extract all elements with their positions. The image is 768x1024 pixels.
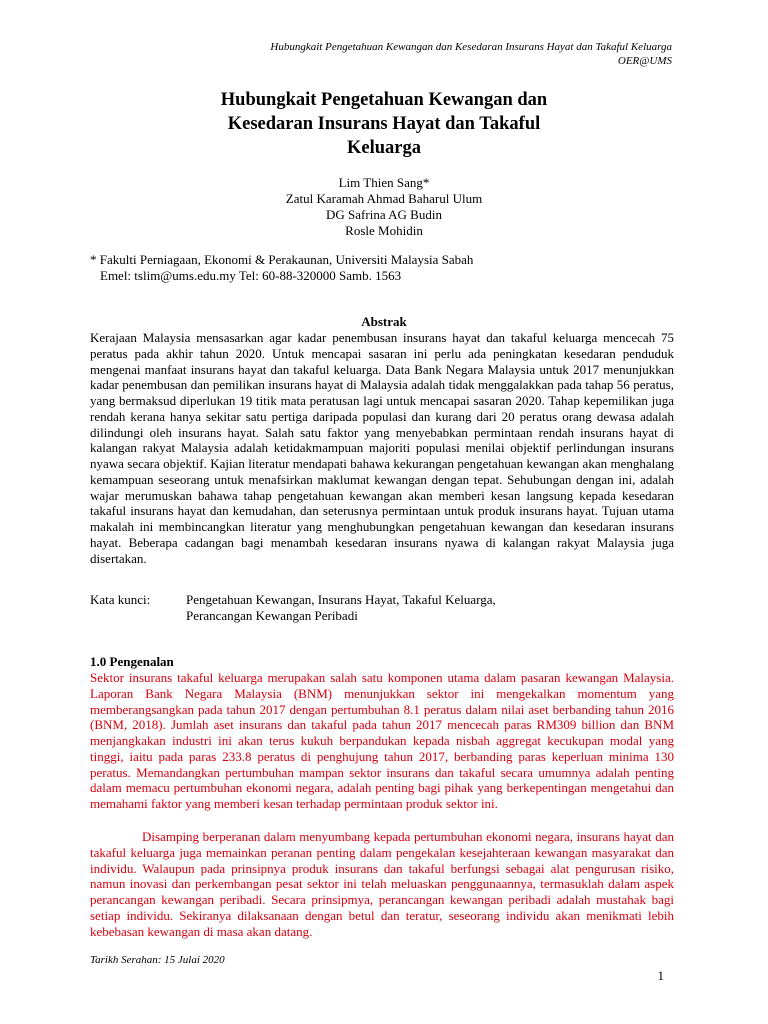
body-paragraph: Sektor insurans takaful keluarga merupakan salah satu komponen utama dalam pasaran kewangan Malaysia. Laporan Bank Negara Malaysia (BNM) menunjukkan sektor ini mengekalkan momentum yang memberangsangkan pada tahun 2017 dengan pertumbuhan 8.1 peratus dalam nilai aset berbanding tahun 2016 (BNM, 2018). Jumlah aset insurans dan takaful pada tahun 2017 mencecah paras RM309 billion dan BNM menjangkakan industri ini akan terus kukuh berpandukan kepada nisbah aggregat kecukupan modal yang tinggi, iaitu pada paras 233.8 peratus di penghujung tahun 2017, berbanding paras keperluan minima 130 peratus. Memandangkan pertumbuhan mampan sektor insurans dan takaful secara umumnya adalah penting dalam memacu pertumbuhan ekonomi negara, adalah penting bagi pihak yang berkepentingan mengetahui dan memahami faktor yang memberi kesan terhadap permintaan produk sektor ini. <box>90 670 674 811</box>
keywords-text <box>186 592 666 624</box>
keywords-label: Kata kunci: <box>90 592 151 607</box>
author-list <box>96 175 672 239</box>
affiliation-contact: Emel: tslim@ums.edu.my Tel: 60-88-320000 Samb. 1563 <box>100 268 402 283</box>
keywords-line: Perancangan Kewangan Peribadi <box>186 608 358 623</box>
running-header <box>270 40 672 68</box>
paper-title <box>96 88 672 160</box>
abstract-body: Kerajaan Malaysia mensasarkan agar kadar penembusan insurans hayat dan takaful keluarga mencecah 75 peratus pada akhir tahun 2020. Untuk mencapai sasaran ini perlu ada peningkatan kesedaran penduduk mengenai manfaat insurans hayat dan takaful keluarga. Data Bank Negara Malaysia untuk 2017 menunjukkan kadar penembusan dan pemilikan insurans hayat di Malaysia adalah tidak menggalakkan pada tahap 56 peratus, yang bermaksud diperlukan 19 titik mata peratusan lagi untuk mencapai sasaran 2020. Tahap kepemilikan juga rendah kerana hanya sekitar satu pertiga daripada populasi dan kurang dari 20 peratus orang dewasa adalah dilindungi oleh insurans hayat. Salah satu faktor yang menyebabkan permintaan rendah insurans hayat di kalangan rakyat Malaysia adalah ketidakmampuan majoriti populasi menilai objektif perlindungan insurans nyawa secara objektif. Kajian literatur mendapati bahawa kekurangan pengetahuan kewangan akan menghalang kemampuan seseorang untuk menafsirkan maklumat kewangan dengan tepat. Sehubungan dengan ini, adalah wajar merumuskan bahawa tahap pengetahuan kewangan akan memberi kesan langsung kepada kesedaran takaful insurans hayat dan kemudahan, dan seterusnya permintaan untuk produk insurans hayat. Tujuan utama makalah ini membincangkan literatur yang menghubungkan pengetahuan kewangan dan kesedaran insurans hayat. Beberapa cadangan bagi menambah kesedaran insurans nyawa di kalangan rakyat Malaysia juga disertakan. <box>90 330 674 566</box>
title-line: Keluarga <box>347 138 421 158</box>
affiliation-institution: * Fakulti Perniagaan, Ekonomi & Perakaunan, Universiti Malaysia Sabah <box>90 252 474 267</box>
author-name: DG Safrina AG Budin <box>326 207 442 222</box>
affiliation <box>90 252 473 284</box>
section-heading: 1.0 Pengenalan <box>90 654 174 669</box>
abstract-heading: Abstrak <box>361 314 407 329</box>
body-paragraph: Disamping berperanan dalam menyumbang kepada pertumbuhan ekonomi negara, insurans hayat dan takaful keluarga juga memainkan peranan penting dalam pengekalan kesejahteraan kewangan masyarakat dan individu. Walaupun pada prinsipnya produk insurans dan takaful berfungsi sebagai alat pengurusan risiko, namun inovasi dan perkembangan pesat sektor ini telah meluaskan penggunaannya, termasuklah dalam aspek perancangan kewangan peribadi. Secara prinsipmya, perancangan kewangan peribadi adalah mustahak bagi setiap individu. Sekiranya dilaksanaan dengan betul dan teratur, seseorang individu akan menikmati lebih kebebasan kewangan di masa akan datang. <box>90 829 674 939</box>
page-number: 1 <box>657 968 664 983</box>
author-name: Rosle Mohidin <box>345 223 423 238</box>
title-line: Hubungkait Pengetahuan Kewangan dan <box>220 90 548 110</box>
submission-date: Tarikh Serahan: 15 Julai 2020 <box>90 954 225 966</box>
running-header-source: OER@UMS <box>617 55 672 67</box>
author-name: Lim Thien Sang* <box>338 175 430 190</box>
running-header-title: Hubungkait Pengetahuan Kewangan dan Kesedaran Insurans Hayat dan Takaful Keluarga <box>270 41 672 53</box>
keywords-line: Pengetahuan Kewangan, Insurans Hayat, Takaful Keluarga, <box>186 592 496 607</box>
title-line: Kesedaran Insurans Hayat dan Takaful <box>227 114 541 134</box>
author-name: Zatul Karamah Ahmad Baharul Ulum <box>285 191 483 206</box>
